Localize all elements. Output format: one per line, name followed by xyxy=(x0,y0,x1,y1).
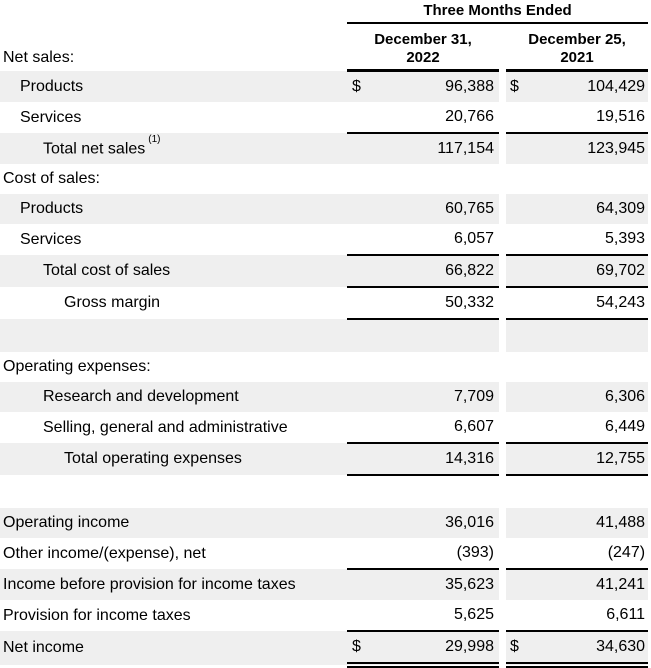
table-row xyxy=(0,569,648,600)
value-2022: 117,154 xyxy=(368,133,499,164)
row-label-text: Research and development xyxy=(43,388,239,406)
table-row xyxy=(0,71,648,103)
table-row xyxy=(0,133,648,164)
table-row xyxy=(0,224,648,255)
currency-symbol-2022 xyxy=(347,164,368,194)
column-gap xyxy=(499,631,506,665)
value-2021 xyxy=(528,164,648,194)
column-gap xyxy=(499,352,506,382)
value-2022: 14,316 xyxy=(368,443,499,475)
currency-symbol-2022 xyxy=(347,287,368,319)
table-row xyxy=(0,508,648,538)
currency-symbol-2022 xyxy=(347,133,368,164)
currency-symbol-2021 xyxy=(506,382,528,412)
table-row xyxy=(0,255,648,287)
column-gap xyxy=(499,23,506,71)
table-row xyxy=(0,412,648,443)
column-gap xyxy=(499,508,506,538)
value-2021: (247) xyxy=(528,538,648,569)
column-gap xyxy=(499,102,506,133)
value-2021: 19,516 xyxy=(528,102,648,133)
row-label xyxy=(0,538,347,569)
currency-symbol-2021 xyxy=(506,164,528,194)
row-label-text: Products xyxy=(20,77,84,95)
row-label xyxy=(0,224,347,255)
row-label-text: Income before provision for income taxes xyxy=(3,575,296,593)
row-label xyxy=(0,475,347,508)
row-label xyxy=(0,102,347,133)
value-2021: 104,429 xyxy=(528,71,648,103)
row-label-text: Operating expenses: xyxy=(3,358,151,376)
table-row xyxy=(0,352,648,382)
column-header-row xyxy=(0,23,648,71)
value-2022: 36,016 xyxy=(368,508,499,538)
table-body xyxy=(0,71,648,666)
currency-symbol-2021 xyxy=(506,475,528,508)
currency-symbol-2022 xyxy=(347,255,368,287)
value-2021: 6,449 xyxy=(528,412,648,443)
currency-symbol-2021 xyxy=(506,224,528,255)
currency-symbol-2021 xyxy=(506,319,528,352)
column-gap xyxy=(499,569,506,600)
column-header-2021 xyxy=(506,23,648,71)
currency-symbol-2021: $ xyxy=(506,71,528,103)
column-gap xyxy=(499,475,506,508)
period-header-row xyxy=(0,0,648,23)
table-row xyxy=(0,443,648,475)
column-gap xyxy=(499,600,506,631)
row-label xyxy=(0,352,347,382)
currency-symbol-2022: $ xyxy=(347,71,368,103)
value-2021: 41,241 xyxy=(528,569,648,600)
value-2021: 6,306 xyxy=(528,382,648,412)
currency-symbol-2022 xyxy=(347,569,368,600)
table-row xyxy=(0,102,648,133)
value-2021 xyxy=(528,319,648,352)
column-gap xyxy=(499,382,506,412)
currency-symbol-2021 xyxy=(506,194,528,224)
currency-symbol-2022 xyxy=(347,600,368,631)
column-header-2022-line2: 2022 xyxy=(406,48,440,66)
row-label xyxy=(0,164,347,194)
value-2022: 35,623 xyxy=(368,569,499,600)
table-row xyxy=(0,287,648,319)
column-header-2021-line1: December 25, xyxy=(528,31,626,48)
value-2021: 64,309 xyxy=(528,194,648,224)
currency-symbol-2022 xyxy=(347,382,368,412)
row-label xyxy=(0,319,347,352)
table-row xyxy=(0,194,648,224)
row-label xyxy=(0,631,347,665)
currency-symbol-2022 xyxy=(347,194,368,224)
value-2021 xyxy=(528,475,648,508)
currency-symbol-2021: $ xyxy=(506,631,528,665)
value-2021: 6,611 xyxy=(528,600,648,631)
row-label-text: Total operating expenses xyxy=(64,450,242,468)
value-2022: (393) xyxy=(368,538,499,569)
column-gap xyxy=(499,412,506,443)
row-label-text: Other income/(expense), net xyxy=(3,544,206,562)
currency-symbol-2022 xyxy=(347,319,368,352)
row-label xyxy=(0,443,347,475)
column-header-2022-line1: December 31, xyxy=(374,31,472,48)
column-gap xyxy=(499,133,506,164)
row-label xyxy=(0,600,347,631)
value-2021: 41,488 xyxy=(528,508,648,538)
row-label-text: Total cost of sales xyxy=(43,262,171,280)
row-label-text: Services xyxy=(20,230,82,248)
table-row xyxy=(0,631,648,665)
row-label xyxy=(0,569,347,600)
currency-symbol-2022 xyxy=(347,224,368,255)
value-2021: 12,755 xyxy=(528,443,648,475)
value-2022: 66,822 xyxy=(368,255,499,287)
row-label xyxy=(0,133,347,164)
row-label xyxy=(0,508,347,538)
column-gap xyxy=(499,287,506,319)
currency-symbol-2022 xyxy=(347,443,368,475)
currency-symbol-2022 xyxy=(347,352,368,382)
value-2022: 20,766 xyxy=(368,102,499,133)
value-2021: 34,630 xyxy=(528,631,648,665)
currency-symbol-2021 xyxy=(506,600,528,631)
row-label xyxy=(0,71,347,103)
value-2021: 123,945 xyxy=(528,133,648,164)
currency-symbol-2022 xyxy=(347,508,368,538)
row-label xyxy=(0,194,347,224)
currency-symbol-2021 xyxy=(506,287,528,319)
row-label-text: Total net sales xyxy=(43,140,146,158)
value-2022: 60,765 xyxy=(368,194,499,224)
currency-symbol-2022: $ xyxy=(347,631,368,665)
value-2022: 5,625 xyxy=(368,600,499,631)
row-label-text: Operating income xyxy=(3,514,130,532)
currency-symbol-2022 xyxy=(347,475,368,508)
value-2021: 69,702 xyxy=(528,255,648,287)
column-gap xyxy=(499,443,506,475)
currency-symbol-2022 xyxy=(347,102,368,133)
currency-symbol-2022 xyxy=(347,412,368,443)
row-label-net-sales: Net sales: xyxy=(3,48,75,66)
row-label-text: Gross margin xyxy=(64,294,161,312)
value-2022: 6,607 xyxy=(368,412,499,443)
row-label xyxy=(0,255,347,287)
currency-symbol-2021 xyxy=(506,412,528,443)
currency-symbol-2021 xyxy=(506,102,528,133)
value-2022: 96,388 xyxy=(368,71,499,103)
footnote-marker: (1) xyxy=(148,134,161,146)
currency-symbol-2021 xyxy=(506,443,528,475)
row-label-text: Provision for income taxes xyxy=(3,606,191,624)
value-2021: 54,243 xyxy=(528,287,648,319)
value-2021: 5,393 xyxy=(528,224,648,255)
value-2022 xyxy=(368,352,499,382)
value-2022: 6,057 xyxy=(368,224,499,255)
currency-symbol-2021 xyxy=(506,133,528,164)
column-gap xyxy=(499,194,506,224)
spacer-row xyxy=(0,475,648,508)
currency-symbol-2021 xyxy=(506,508,528,538)
row-label xyxy=(0,382,347,412)
currency-symbol-2021 xyxy=(506,255,528,287)
table-row xyxy=(0,382,648,412)
value-2021 xyxy=(528,352,648,382)
header-spacer-cell xyxy=(0,0,347,23)
period-header: Three Months Ended xyxy=(347,0,648,23)
value-2022 xyxy=(368,475,499,508)
value-2022 xyxy=(368,319,499,352)
column-header-2022 xyxy=(347,23,499,71)
column-header-2021-line2: 2021 xyxy=(560,48,594,66)
currency-symbol-2021 xyxy=(506,569,528,600)
currency-symbol-2021 xyxy=(506,538,528,569)
table-row xyxy=(0,600,648,631)
column-gap xyxy=(499,164,506,194)
spacer-row xyxy=(0,319,648,352)
column-gap xyxy=(499,71,506,103)
value-2022 xyxy=(368,164,499,194)
column-gap xyxy=(499,538,506,569)
value-2022: 29,998 xyxy=(368,631,499,665)
column-gap xyxy=(499,224,506,255)
row-label-text: Services xyxy=(20,108,82,126)
row-label-text: Products xyxy=(20,200,84,218)
row-label-text: Net income xyxy=(3,639,84,657)
currency-symbol-2021 xyxy=(506,352,528,382)
row-label-text: Cost of sales: xyxy=(3,170,100,188)
value-2022: 50,332 xyxy=(368,287,499,319)
row-label xyxy=(0,412,347,443)
row-label-text: Selling, general and administrative xyxy=(43,418,288,436)
table-row xyxy=(0,164,648,194)
column-gap xyxy=(499,319,506,352)
currency-symbol-2022 xyxy=(347,538,368,569)
row-label xyxy=(0,287,347,319)
table-row xyxy=(0,538,648,569)
value-2022: 7,709 xyxy=(368,382,499,412)
column-gap xyxy=(499,255,506,287)
